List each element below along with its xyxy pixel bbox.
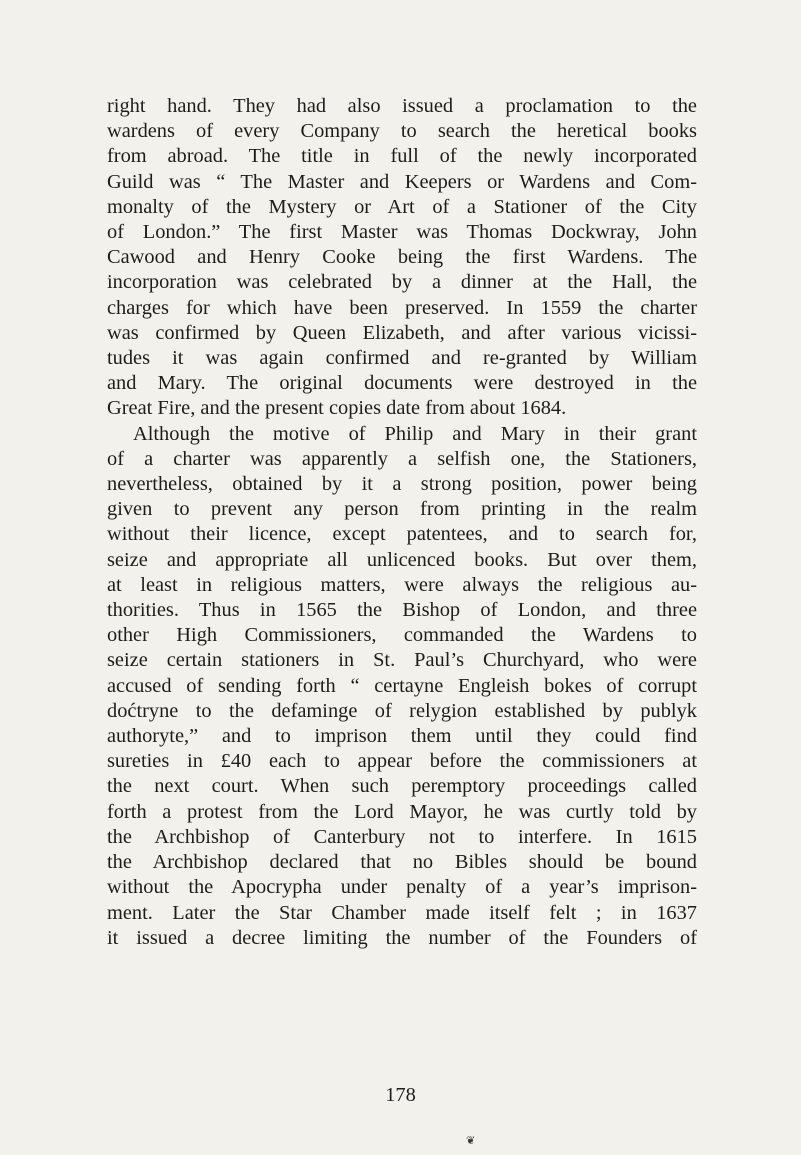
text-line: ment. Later the Star Chamber made itself felt ; in 1637 xyxy=(107,901,697,924)
text-line: given to prevent any person from printing in the realm xyxy=(107,498,697,521)
text-line: it issued a decree limiting the number of the Founders of xyxy=(107,926,697,949)
text-line: doćtryne to the defaminge of relygion established by publyk xyxy=(107,699,697,722)
text-line: of a charter was apparently a selfish one, the Stationers, xyxy=(107,447,697,470)
text-line: nevertheless, obtained by it a strong position, power being xyxy=(107,473,697,496)
text-line: other High Commissioners, commanded the Wardens to xyxy=(107,624,697,647)
text-line: incorporation was celebrated by a dinner at the Hall, the xyxy=(107,271,697,294)
text-line: forth a protest from the Lord Mayor, he was curtly told by xyxy=(107,800,697,823)
printer-ornament-icon: ❦ xyxy=(466,1135,476,1147)
text-line: Great Fire, and the present copies date from about 1684. xyxy=(107,397,567,420)
text-line: from abroad. The title in full of the newly incorporated xyxy=(107,145,697,168)
text-line: without the Apocrypha under penalty of a year’s imprison- xyxy=(107,876,697,899)
text-line: the Archbishop of Canterbury not to interfere. In 1615 xyxy=(107,825,697,848)
text-line: without their licence, except patentees, and to search for, xyxy=(107,523,697,546)
text-line: Cawood and Henry Cooke being the first Wardens. The xyxy=(107,246,697,269)
text-line: monalty of the Mystery or Art of a Stationer of the City xyxy=(107,195,697,218)
text-line: was confirmed by Queen Elizabeth, and after various vicissi- xyxy=(107,321,697,344)
text-line: authoryte,” and to imprison them until they could find xyxy=(107,725,697,748)
text-line: of London.” The first Master was Thomas Dockwray, John xyxy=(107,221,697,244)
text-line: sureties in £40 each to appear before the commissioners at xyxy=(107,750,697,773)
body-text xyxy=(107,94,697,951)
text-line: tudes it was again confirmed and re-granted by William xyxy=(107,347,697,370)
text-line: Guild was “ The Master and Keepers or Wardens and Com- xyxy=(107,170,697,193)
text-line: wardens of every Company to search the heretical books xyxy=(107,120,697,143)
text-line: and Mary. The original documents were destroyed in the xyxy=(107,372,697,395)
page-number: 178 xyxy=(385,1084,416,1106)
paragraph-start-line: Although the motive of Philip and Mary in their grant xyxy=(133,422,697,445)
text-line: the Archbishop declared that no Bibles should be bound xyxy=(107,851,697,874)
text-line: accused of sending forth “ certayne Engleish bokes of corrupt xyxy=(107,674,697,697)
text-line: seize and appropriate all unlicenced books. But over them, xyxy=(107,548,697,571)
text-line: right hand. They had also issued a proclamation to the xyxy=(107,95,697,117)
text-line: the next court. When such peremptory proceedings called xyxy=(107,775,697,798)
text-line: at least in religious matters, were always the religious au- xyxy=(107,573,697,596)
text-line: charges for which have been preserved. In 1559 the charter xyxy=(107,296,697,319)
text-line: thorities. Thus in 1565 the Bishop of London, and three xyxy=(107,599,697,622)
text-line: seize certain stationers in St. Paul’s Churchyard, who were xyxy=(107,649,697,672)
